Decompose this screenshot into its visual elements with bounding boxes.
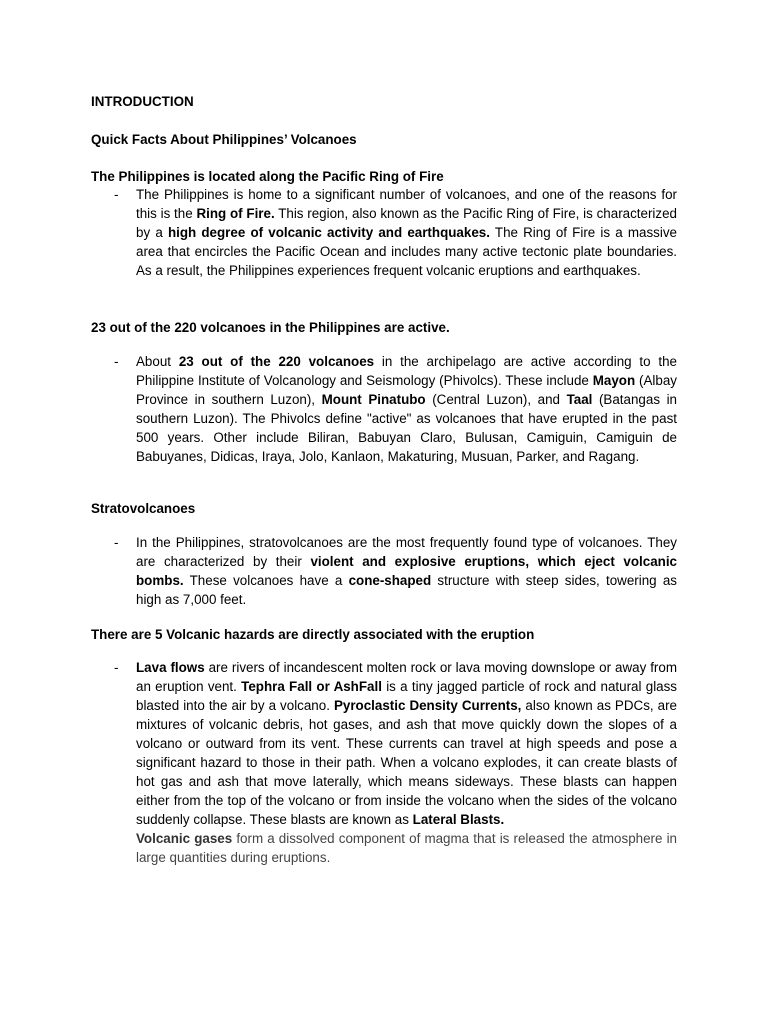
bullet-dash: - — [114, 660, 119, 675]
bullet-item-volcanic-hazards — [91, 658, 677, 867]
bullet-item-stratovolcanoes — [91, 533, 677, 609]
bullet-text: Lava flows are rivers of incandescent molten rock or lava moving downslope or away from an eruption vent. Tephra Fall or AshFall is a tiny jagged particle of rock and natural glass blasted into the air by a volcano. Pyroclastic Density Currents, also known as PDCs, are mixtures of volcanic debris, hot gases, and ash that move quickly down the slopes of a volcano or outward from its vent. These currents can travel at high speeds and pose a significant hazard to those in their path. When a volcano explodes, it can create blasts of hot gas and ash that move laterally, which means sideways. These blasts can happen either from the top of the volcano or from inside the volcano when the sides of the volcano suddenly collapse. These blasts are known as Lateral Blasts. Volcanic gases form a dissolved component of magma that is released the atmosphere in large quantities during eruptions. — [136, 660, 678, 865]
bullet-item-ring-of-fire — [91, 185, 677, 280]
bullet-text: The Philippines is home to a significant number of volcanoes, and one of the reasons for this is the Ring of Fire. This region, also known as the Pacific Ring of Fire, is characterized by a high degree of volcanic activity and earthquakes. The Ring of Fire is a massive area that encircles the Pacific Ocean and includes many active tectonic plate boundaries. As a result, the Philippines experiences frequent volcanic eruptions and earthquakes. — [136, 187, 677, 278]
page-heading: INTRODUCTION — [91, 94, 194, 109]
section-title-active-volcanoes: 23 out of the 220 volcanoes in the Philippines are active. — [91, 320, 450, 335]
bullet-dash: - — [114, 187, 119, 202]
section-title-volcanic-hazards: There are 5 Volcanic hazards are directly associated with the eruption — [91, 627, 535, 642]
bullet-text: In the Philippines, stratovolcanoes are the most frequently found type of volcanoes. They are characterized by their violent and explosive eruptions, which eject volcanic bombs. These volcanoes have a cone-shaped structure with steep sides, towering as high as 7,000 feet. — [136, 535, 678, 607]
bullet-text: About 23 out of the 220 volcanoes in the archipelago are active according to the Philippine Institute of Volcanology and Seismology (Phivolcs). These include Mayon (Albay Province in southern Luzon), Mount Pinatubo (Central Luzon), and Taal (Batangas in southern Luzon). The Phivolcs define "active" as volcanoes that have erupted in the past 500 years. Other include Biliran, Babuyan Claro, Bulusan, Camiguin, Camiguin de Babuyanes, Didicas, Iraya, Jolo, Kanlaon, Makaturing, Musuan, Parker, and Ragang. — [136, 354, 678, 464]
section-title-stratovolcanoes: Stratovolcanoes — [91, 501, 196, 516]
page-subheading: Quick Facts About Philippines’ Volcanoes — [91, 132, 357, 147]
bullet-dash: - — [114, 354, 119, 369]
bullet-item-active-volcanoes — [91, 352, 677, 466]
section-title-ring-of-fire: The Philippines is located along the Pacific Ring of Fire — [91, 169, 444, 184]
bullet-dash: - — [114, 535, 119, 550]
